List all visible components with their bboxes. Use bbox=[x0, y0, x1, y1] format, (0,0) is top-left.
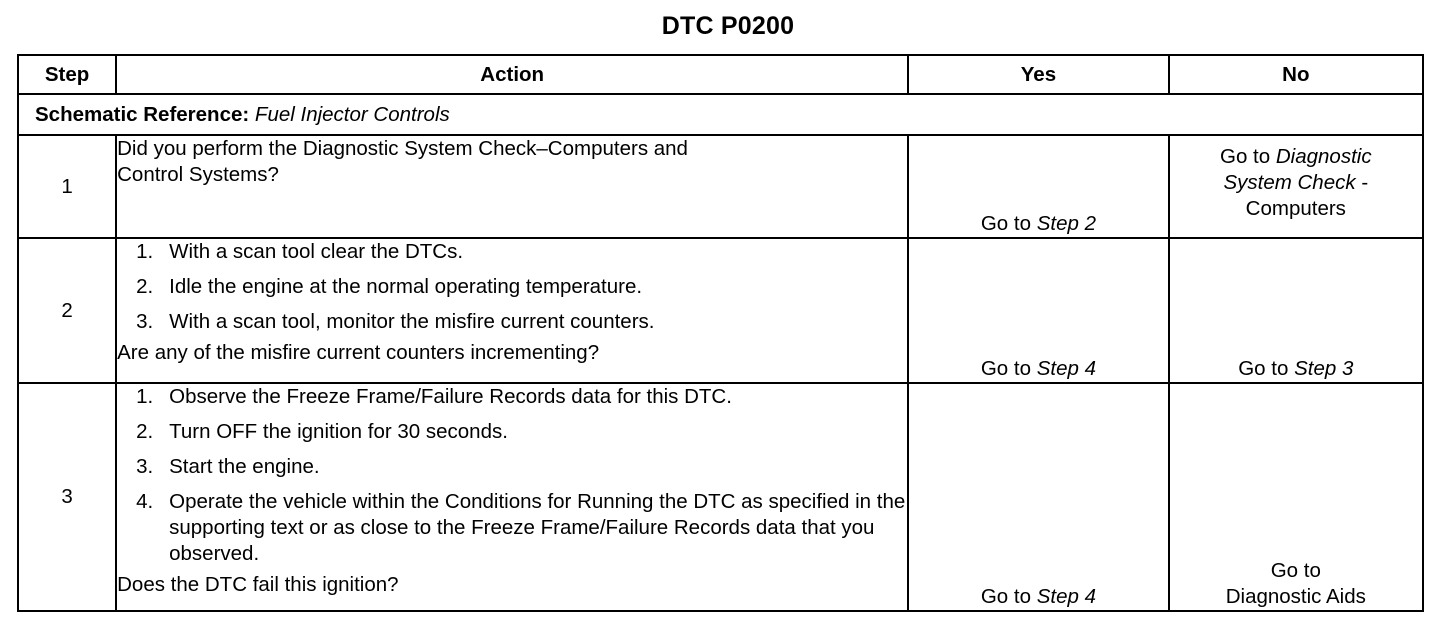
no-text: Computers bbox=[1245, 197, 1346, 220]
page-title: DTC P0200 bbox=[661, 12, 795, 40]
action-list bbox=[117, 384, 907, 567]
action-list bbox=[117, 239, 907, 335]
list-item: 1. With a scan tool clear the DTCs. bbox=[136, 240, 464, 263]
step-number: 1 bbox=[18, 135, 116, 238]
yes-link[interactable]: Step 4 bbox=[1036, 585, 1096, 608]
no-prefix: Go to bbox=[1270, 559, 1321, 582]
action-text: Control Systems? bbox=[117, 163, 279, 186]
yes-link[interactable]: Step 4 bbox=[1036, 357, 1096, 380]
no-prefix: Go to bbox=[1220, 145, 1271, 168]
list-item: 1. Observe the Freeze Frame/Failure Records data for this DTC. bbox=[136, 385, 732, 408]
table-row bbox=[18, 383, 1423, 611]
list-item: 2. Idle the engine at the normal operating temperature. bbox=[136, 275, 643, 298]
schematic-reference-label: Schematic Reference: bbox=[35, 102, 250, 126]
list-item: 3. Start the engine. bbox=[136, 455, 320, 478]
header-action: Action bbox=[116, 55, 908, 94]
no-cell bbox=[1169, 135, 1423, 238]
yes-cell bbox=[908, 238, 1168, 383]
list-item: 3. With a scan tool, monitor the misfire current counters. bbox=[136, 310, 655, 333]
header-yes: Yes bbox=[908, 55, 1168, 94]
action-text: Did you perform the Diagnostic System Check–Computers and bbox=[117, 137, 688, 160]
action-cell bbox=[116, 135, 908, 238]
yes-cell bbox=[908, 135, 1168, 238]
action-cell bbox=[116, 238, 908, 383]
no-link[interactable]: Diagnostic bbox=[1275, 145, 1372, 168]
table-row bbox=[18, 238, 1423, 383]
yes-prefix: Go to bbox=[980, 585, 1031, 608]
no-prefix: Go to bbox=[1238, 357, 1289, 380]
no-suffix: - bbox=[1361, 171, 1369, 194]
no-cell bbox=[1169, 383, 1423, 611]
action-question: Does the DTC fail this ignition? bbox=[117, 573, 399, 596]
yes-prefix: Go to bbox=[980, 357, 1031, 380]
action-cell bbox=[116, 383, 908, 611]
schematic-reference bbox=[18, 94, 1423, 135]
list-item: 4. Operate the vehicle within the Conditions for Running the DTC as specified in the supporting text or as close to the Freeze Frame/Failure Records data that you observed. bbox=[136, 490, 906, 565]
header-row bbox=[18, 55, 1423, 94]
step-number: 3 bbox=[18, 383, 116, 611]
no-link[interactable]: System Check bbox=[1223, 171, 1356, 194]
schematic-reference-row bbox=[18, 94, 1423, 135]
no-cell bbox=[1169, 238, 1423, 383]
action-question: Are any of the misfire current counters incrementing? bbox=[117, 341, 600, 364]
schematic-reference-value: Fuel Injector Controls bbox=[254, 102, 450, 126]
no-link[interactable]: Step 3 bbox=[1294, 357, 1354, 380]
no-link[interactable]: Diagnostic Aids bbox=[1225, 585, 1366, 608]
yes-link[interactable]: Step 2 bbox=[1036, 212, 1096, 235]
diagnostic-table bbox=[17, 54, 1424, 612]
step-number: 2 bbox=[18, 238, 116, 383]
list-item: 2. Turn OFF the ignition for 30 seconds. bbox=[136, 420, 508, 443]
header-no: No bbox=[1169, 55, 1423, 94]
table-row bbox=[18, 135, 1423, 238]
header-step: Step bbox=[18, 55, 116, 94]
yes-prefix: Go to bbox=[980, 212, 1031, 235]
yes-cell bbox=[908, 383, 1168, 611]
